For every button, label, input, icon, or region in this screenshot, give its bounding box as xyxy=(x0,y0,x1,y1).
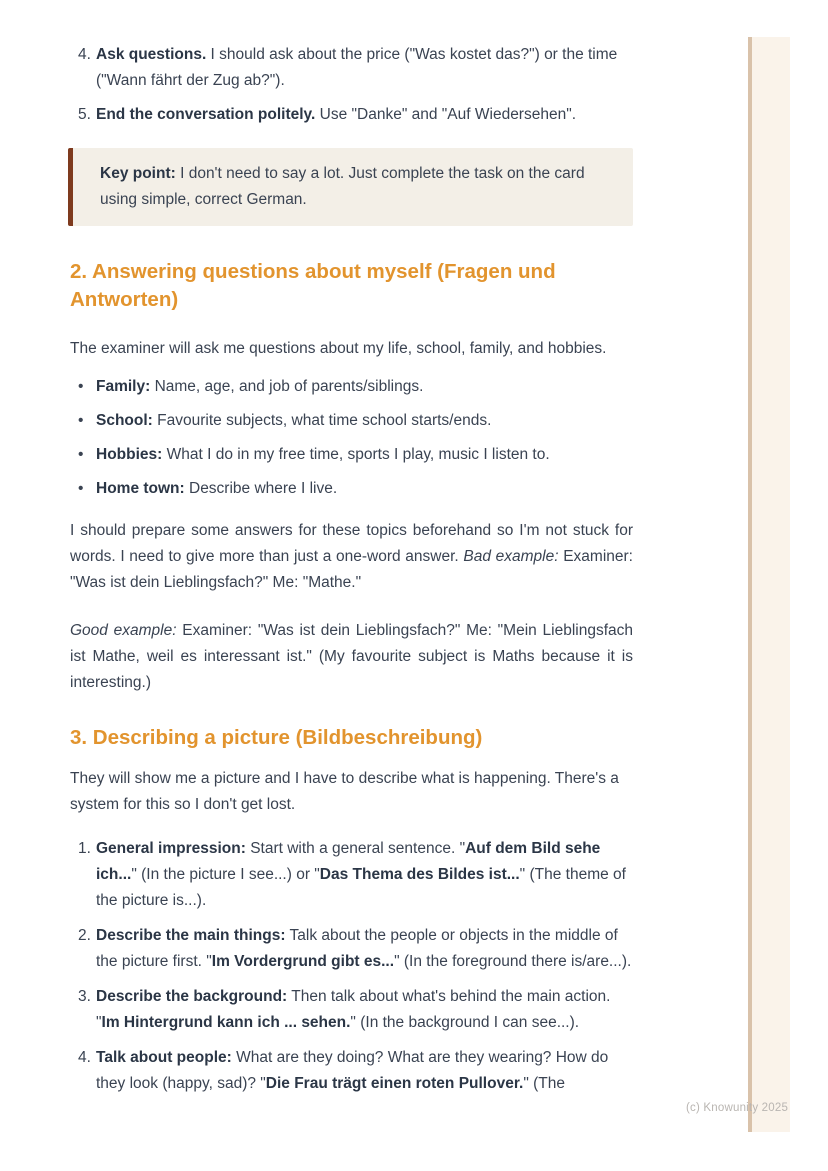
bullet-glyph: • xyxy=(78,480,84,497)
list-item xyxy=(70,836,633,914)
text-run: I should prepare some answers for these topics beforehand so I'm not stuck for words. I need to give more than just a one-word answer. xyxy=(70,522,633,565)
list-item-text xyxy=(96,836,633,914)
text-run: Talk about the people or objects in the middle of the picture first. " xyxy=(96,927,618,970)
bullet-glyph: • xyxy=(78,446,84,463)
list-number: 3. xyxy=(78,988,91,1005)
callout-label: Key point: xyxy=(100,165,176,182)
bold-run: Describe the background: xyxy=(96,988,288,1005)
section-heading-3: 3. Describing a picture (Bildbeschreibung) xyxy=(70,726,483,749)
bullet-item xyxy=(70,476,633,502)
bullet-item-text xyxy=(96,442,633,468)
text-run: Use "Danke" and "Auf Wiedersehen". xyxy=(315,106,577,123)
bullet-item-text xyxy=(96,476,633,502)
bad-example-paragraph xyxy=(70,518,633,596)
text-run: " (The theme of the picture is...). xyxy=(96,866,626,909)
list-item xyxy=(70,102,633,128)
callout-text xyxy=(100,161,609,213)
text-run: Describe where I live. xyxy=(184,480,338,497)
bullet-glyph: • xyxy=(78,412,84,429)
bold-run: Ask questions. xyxy=(96,46,207,63)
bold-run: End the conversation politely. xyxy=(96,106,316,123)
section2-intro: The examiner will ask me questions about my life, school, family, and hobbies. xyxy=(70,340,607,357)
list-item-text xyxy=(96,42,633,94)
text-run: Examiner: "Was ist dein Lieblingsfach?" Me: "Mathe." xyxy=(70,548,633,591)
text-run: " (In the foreground there is/are...). xyxy=(394,953,632,970)
text-run: Favourite subjects, what time school starts/ends. xyxy=(152,412,492,429)
document-content xyxy=(70,42,633,1106)
page-edge-stripe xyxy=(748,37,790,1132)
text-run: " (The xyxy=(523,1075,565,1092)
text-run: Start with a general sentence. " xyxy=(245,840,466,857)
list-item-text xyxy=(96,984,633,1036)
list-item xyxy=(70,984,633,1036)
text-run: What I do in my free time, sports I play, music I listen to. xyxy=(162,446,550,463)
bullet-item-text xyxy=(96,408,633,434)
text-run: " (In the picture I see...) or " xyxy=(131,866,320,883)
list-number: 1. xyxy=(78,840,91,857)
bold-run: Talk about people: xyxy=(96,1049,232,1066)
italic-run: Bad example: xyxy=(463,548,559,565)
bullet-item xyxy=(70,374,633,400)
bold-run: School: xyxy=(96,412,153,429)
bold-run: Home town: xyxy=(96,480,185,497)
bold-run: General impression: xyxy=(96,840,246,857)
bullet-item-text xyxy=(96,374,633,400)
list-item-text xyxy=(96,923,633,975)
exam-steps-list-top xyxy=(70,42,633,128)
list-item-text xyxy=(96,1045,633,1097)
bold-run: Das Thema des Bildes ist... xyxy=(319,866,520,883)
list-number: 5. xyxy=(78,106,91,123)
bold-run: Im Hintergrund kann ich ... sehen. xyxy=(101,1014,351,1031)
bold-run: Hobbies: xyxy=(96,446,163,463)
bullet-item xyxy=(70,442,633,468)
bold-run: Auf dem Bild sehe ich... xyxy=(96,840,601,883)
bold-run: Describe the main things: xyxy=(96,927,286,944)
list-item xyxy=(70,923,633,975)
text-run: I should ask about the price ("Was kostet das?") or the time ("Wann fährt der Zug ab?"). xyxy=(96,46,618,89)
section3-intro: They will show me a picture and I have to describe what is happening. There's a system for this so I don't get lost. xyxy=(70,770,619,813)
key-point-callout xyxy=(68,148,633,226)
section-heading-2: 2. Answering questions about myself (Fragen und Antworten) xyxy=(70,260,556,311)
copyright-watermark: (c) Knowunity 2025 xyxy=(686,1102,789,1114)
bullet-item xyxy=(70,408,633,434)
list-number: 4. xyxy=(78,46,91,63)
text-run: I don't need to say a lot. Just complete the task on the card using simple, correct German. xyxy=(100,165,585,208)
list-item-text xyxy=(96,102,633,128)
text-run: " (In the background I can see...). xyxy=(350,1014,580,1031)
picture-description-steps-list xyxy=(70,836,633,1097)
good-example-paragraph xyxy=(70,618,633,696)
text-run: Examiner: "Was ist dein Lieblingsfach?" Me: "Mein Lieblingsfach ist Mathe, weil es interessant ist." (My favourite subject is Maths because it is interesting.) xyxy=(70,622,633,691)
text-run: Then talk about what's behind the main action. " xyxy=(96,988,611,1031)
list-item xyxy=(70,1045,633,1097)
list-number: 4. xyxy=(78,1049,91,1066)
bullet-glyph: • xyxy=(78,378,84,395)
italic-run: Good example: xyxy=(70,622,177,639)
text-run: Name, age, and job of parents/siblings. xyxy=(150,378,424,395)
topics-bullet-list xyxy=(70,374,633,502)
list-number: 2. xyxy=(78,927,91,944)
bold-run: Im Vordergrund gibt es... xyxy=(211,953,395,970)
text-run: What are they doing? What are they wearing? How do they look (happy, sad)? " xyxy=(96,1049,609,1092)
bold-run: Die Frau trägt einen roten Pullover. xyxy=(265,1075,524,1092)
list-item xyxy=(70,42,633,94)
bold-run: Family: xyxy=(96,378,151,395)
